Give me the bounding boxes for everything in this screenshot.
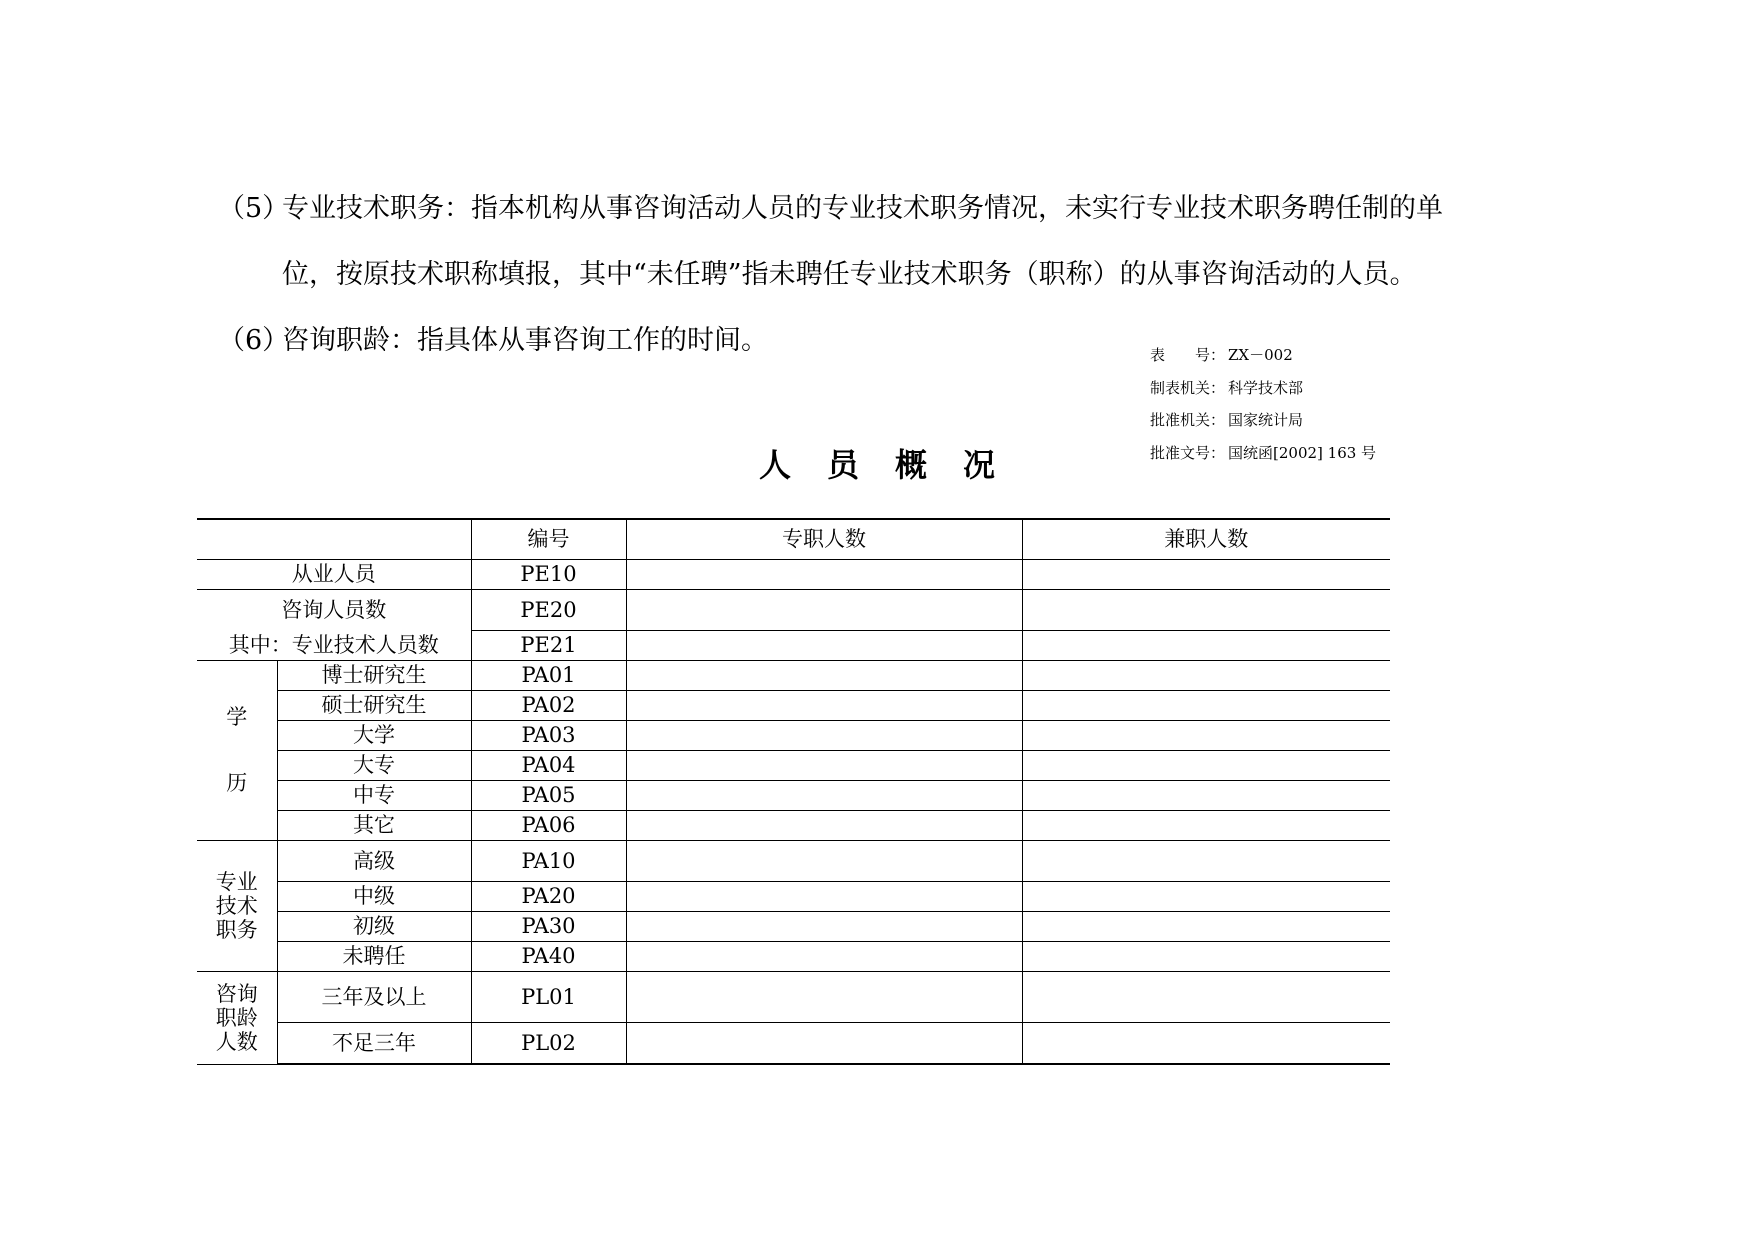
fulltime-cell[interactable]	[626, 941, 1022, 971]
row-label: 中级	[277, 881, 471, 911]
education-group-label	[197, 660, 277, 840]
header-fulltime: 专职人数	[626, 519, 1022, 559]
fulltime-cell[interactable]	[626, 690, 1022, 720]
meta-label: 批准文号：	[1150, 443, 1226, 462]
note-text: 咨询职龄：指具体从事咨询工作的时间。	[282, 325, 768, 356]
row-code: PA20	[471, 881, 626, 911]
row-label: 其中：专业技术人员数	[197, 630, 471, 660]
table-row	[197, 810, 1390, 840]
parttime-cell[interactable]	[1022, 559, 1390, 589]
meta-form-number	[1150, 344, 1376, 377]
parttime-cell[interactable]	[1022, 720, 1390, 750]
fulltime-cell[interactable]	[626, 881, 1022, 911]
table-row	[197, 941, 1390, 971]
note-text-continued: 位，按原技术职称填报，其中“未任聘”指未聘任专业技术职务（职称）的从事咨询活动的人员。	[282, 259, 1417, 290]
fulltime-cell[interactable]	[626, 589, 1022, 630]
group-label-line: 专业	[215, 869, 258, 894]
group-label-line: 咨询	[215, 981, 258, 1006]
notes-section	[218, 176, 1638, 374]
table-row	[197, 881, 1390, 911]
table-header-row	[197, 519, 1390, 559]
note-6	[218, 308, 1638, 374]
fulltime-cell[interactable]	[626, 559, 1022, 589]
table-row	[197, 750, 1390, 780]
table-row	[197, 630, 1390, 660]
row-code: PA06	[471, 810, 626, 840]
note-5	[218, 176, 1638, 308]
fulltime-cell[interactable]	[626, 911, 1022, 941]
row-label: 高级	[277, 840, 471, 881]
row-label: 未聘任	[277, 941, 471, 971]
row-label: 初级	[277, 911, 471, 941]
parttime-cell[interactable]	[1022, 660, 1390, 690]
row-label: 博士研究生	[277, 660, 471, 690]
note-text: 专业技术职务：指本机构从事咨询活动人员的专业技术职务情况，未实行专业技术职务聘任制的单	[282, 193, 1443, 224]
row-code: PA02	[471, 690, 626, 720]
parttime-cell[interactable]	[1022, 881, 1390, 911]
header-code: 编号	[471, 519, 626, 559]
group-label-line: 人数	[215, 1029, 258, 1054]
table-row	[197, 690, 1390, 720]
row-label: 咨询人员数	[197, 589, 471, 630]
fulltime-cell[interactable]	[626, 1022, 1022, 1064]
meta-label: 制表机关：	[1150, 378, 1226, 397]
row-label: 大学	[277, 720, 471, 750]
meta-value: 国统函[2002] 163 号	[1228, 443, 1377, 462]
group-label-line: 职龄	[215, 1005, 258, 1030]
row-code: PE20	[471, 589, 626, 630]
fulltime-cell[interactable]	[626, 720, 1022, 750]
note-number: （6）	[218, 325, 290, 356]
table-row	[197, 589, 1390, 630]
fulltime-cell[interactable]	[626, 750, 1022, 780]
row-label: 从业人员	[197, 559, 471, 589]
parttime-cell[interactable]	[1022, 840, 1390, 881]
consulting-tenure-group-label	[197, 971, 277, 1064]
meta-label: 批准机关：	[1150, 411, 1226, 429]
header-parttime: 兼职人数	[1022, 519, 1390, 559]
table-row	[197, 911, 1390, 941]
education-char: 历	[226, 771, 248, 795]
table-row	[197, 660, 1390, 690]
fulltime-cell[interactable]	[626, 971, 1022, 1022]
parttime-cell[interactable]	[1022, 971, 1390, 1022]
parttime-cell[interactable]	[1022, 780, 1390, 810]
note-number: （5）	[218, 193, 290, 224]
fulltime-cell[interactable]	[626, 660, 1022, 690]
meta-value: 国家统计局	[1228, 411, 1304, 429]
fulltime-cell[interactable]	[626, 780, 1022, 810]
row-code: PL01	[471, 971, 626, 1022]
table-row	[197, 720, 1390, 750]
row-label: 三年及以上	[277, 971, 471, 1022]
row-code: PA04	[471, 750, 626, 780]
row-code: PA05	[471, 780, 626, 810]
parttime-cell[interactable]	[1022, 911, 1390, 941]
row-code: PA10	[471, 840, 626, 881]
row-label: 大专	[277, 750, 471, 780]
page-title: 人员概况	[758, 446, 1031, 484]
row-label: 不足三年	[277, 1022, 471, 1064]
parttime-cell[interactable]	[1022, 630, 1390, 660]
row-label: 其它	[277, 810, 471, 840]
row-code: PE10	[471, 559, 626, 589]
meta-value: ZX－002	[1228, 346, 1293, 364]
row-code: PA01	[471, 660, 626, 690]
parttime-cell[interactable]	[1022, 750, 1390, 780]
parttime-cell[interactable]	[1022, 589, 1390, 630]
row-code: PA03	[471, 720, 626, 750]
group-label-line: 技术	[215, 893, 258, 918]
meta-issuing-agency	[1150, 377, 1376, 410]
parttime-cell[interactable]	[1022, 690, 1390, 720]
header-blank-cell	[197, 519, 471, 559]
fulltime-cell[interactable]	[626, 840, 1022, 881]
table-row	[197, 1022, 1390, 1064]
parttime-cell[interactable]	[1022, 810, 1390, 840]
meta-value: 科学技术部	[1228, 378, 1304, 397]
row-code: PL02	[471, 1022, 626, 1064]
parttime-cell[interactable]	[1022, 1022, 1390, 1064]
table-row	[197, 840, 1390, 881]
table-row	[197, 971, 1390, 1022]
row-code: PE21	[471, 630, 626, 660]
education-char: 学	[226, 705, 248, 729]
row-code: PA30	[471, 911, 626, 941]
table-row	[197, 559, 1390, 589]
row-label: 中专	[277, 780, 471, 810]
fulltime-cell[interactable]	[626, 630, 1022, 660]
row-code: PA40	[471, 941, 626, 971]
meta-label: 表 号：	[1150, 346, 1226, 364]
table-row	[197, 780, 1390, 810]
row-label: 硕士研究生	[277, 690, 471, 720]
group-label-line: 职务	[215, 917, 258, 942]
personnel-table	[197, 518, 1390, 1065]
fulltime-cell[interactable]	[626, 810, 1022, 840]
parttime-cell[interactable]	[1022, 941, 1390, 971]
meta-approving-agency	[1150, 409, 1376, 442]
professional-title-group-label	[197, 840, 277, 971]
